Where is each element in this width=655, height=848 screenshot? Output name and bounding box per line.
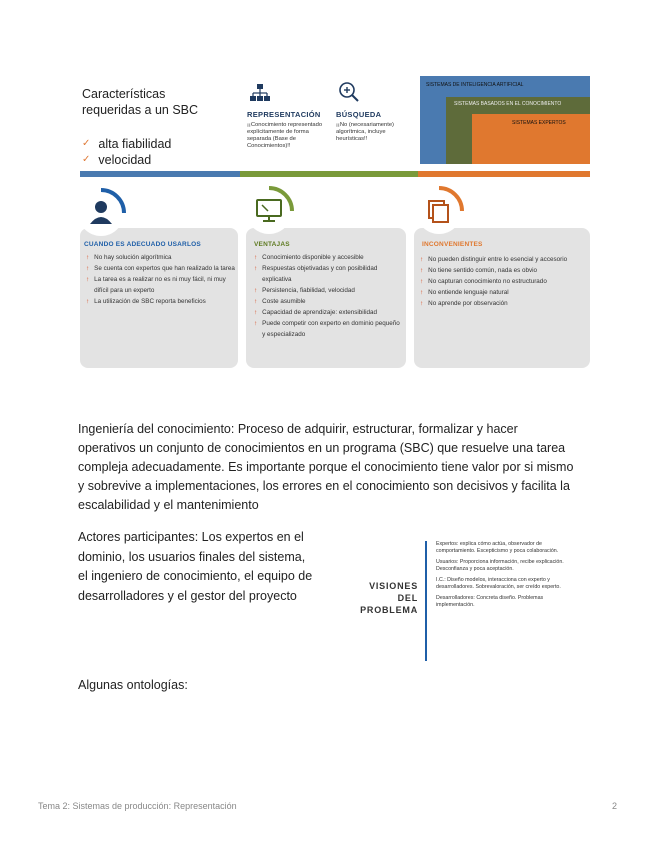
item-text: Puede competir con experto en dominio pequeño y especializado bbox=[262, 320, 400, 338]
item-text: No hay solución algorítmica bbox=[94, 254, 172, 261]
arrow-up-icon: ↑ bbox=[86, 265, 90, 272]
visiones-item: Desarrolladores: Concreta diseño. Problemas implementación. bbox=[436, 595, 544, 608]
arrow-up-icon: ↑ bbox=[420, 289, 424, 296]
band-orange bbox=[418, 171, 590, 177]
arrow-up-icon: ↑ bbox=[86, 276, 90, 283]
representacion-title: REPRESENTACIÓN bbox=[247, 110, 321, 119]
visiones-item: I.C.: Diseño modelos, interacciona con experto y desarrolladores. Sobrevaloración, ser creído experto. bbox=[436, 577, 561, 590]
visiones-item: Usuarios: Proporciona información, recibe explicación. Desconfianza y poca aceptación. bbox=[436, 559, 564, 572]
representacion-text: ¡¡Conocimiento representado explícitamente de forma separada (Base de Conocimientos)!! bbox=[247, 122, 323, 149]
monitor-icon bbox=[244, 186, 294, 236]
visiones-item: Expertos: explica cómo actúa, observador de comportamiento. Escepticismo y poca colaboración. bbox=[436, 541, 559, 554]
item-text: No tiene sentido común, nada es obvio bbox=[428, 267, 538, 274]
hierarchy-icon bbox=[250, 83, 270, 103]
nested-outer-label: SISTEMAS DE INTELIGENCIA ARTIFICIAL bbox=[426, 82, 524, 88]
list-item bbox=[254, 307, 404, 318]
actors-paragraph: Actores participantes: Los expertos en el dominio, los usuarios finales del sistema, el ingeniero de conocimiento, el equipo de desarrolladores y el gestor del proyecto bbox=[78, 530, 313, 603]
item-text: Capacidad de aprendizaje: extensibilidad bbox=[262, 309, 377, 316]
item-text: La utilización de SBC reporta beneficios bbox=[94, 298, 206, 305]
arrow-up-icon: ↑ bbox=[420, 256, 424, 263]
list-item bbox=[420, 298, 586, 309]
characteristics-list bbox=[82, 136, 171, 168]
panel-ventajas-list bbox=[254, 252, 404, 340]
characteristics-title bbox=[82, 86, 198, 118]
arrow-up-icon: ↑ bbox=[420, 267, 424, 274]
check-item bbox=[82, 136, 171, 152]
panel-ventajas-head: VENTAJAS bbox=[254, 241, 290, 248]
arrow-up-icon: ↑ bbox=[254, 287, 258, 294]
visiones-divider bbox=[425, 541, 427, 661]
item-text: Respuestas objetivadas y con posibilidad explicativa bbox=[262, 265, 378, 283]
visiones-title-line-2: PROBLEMA bbox=[360, 605, 418, 615]
item-text: La tarea es a realizar no es ni muy fácil, ni muy difícil para un experto bbox=[94, 276, 226, 294]
arrow-up-icon: ↑ bbox=[420, 278, 424, 285]
list-item bbox=[86, 274, 236, 296]
arrow-up-icon: ↑ bbox=[254, 298, 258, 305]
arrow-up-icon: ↑ bbox=[254, 265, 258, 272]
check-label: alta fiabilidad bbox=[98, 137, 172, 151]
check-item bbox=[82, 152, 171, 168]
footer-title: Tema 2: Sistemas de producción: Representación bbox=[38, 801, 237, 811]
nested-inner-label: SISTEMAS EXPERTOS bbox=[512, 120, 566, 126]
panel-inconvenientes-head: INCONVENIENTES bbox=[422, 241, 483, 248]
item-text: No aprende por observación bbox=[428, 300, 508, 307]
check-icon: ✓ bbox=[82, 154, 91, 165]
arrow-up-icon: ↑ bbox=[254, 254, 258, 261]
item-text: Coste asumible bbox=[262, 298, 306, 305]
item-text: No entiende lenguaje natural bbox=[428, 289, 509, 296]
item-text: Persistencia, fiabilidad, velocidad bbox=[262, 287, 355, 294]
visiones-title bbox=[348, 580, 418, 616]
list-item bbox=[420, 276, 586, 287]
list-item bbox=[254, 318, 404, 340]
arrow-up-icon: ↑ bbox=[86, 254, 90, 261]
ontologias-heading: Algunas ontologías: bbox=[78, 678, 188, 692]
item-text: Se cuenta con expertos que han realizado la tarea bbox=[94, 265, 235, 272]
copy-icon bbox=[414, 186, 464, 236]
nested-inner-box bbox=[472, 114, 590, 164]
band-green bbox=[240, 171, 418, 177]
check-icon: ✓ bbox=[82, 138, 91, 149]
arrow-up-icon: ↑ bbox=[254, 320, 258, 327]
item-text: Conocimiento disponible y accesible bbox=[262, 254, 364, 261]
list-item bbox=[420, 254, 586, 265]
visiones-list bbox=[436, 541, 566, 613]
band-blue bbox=[80, 171, 240, 177]
panel-inconvenientes-list bbox=[420, 254, 586, 309]
list-item bbox=[254, 263, 404, 285]
arrow-up-icon: ↑ bbox=[86, 298, 90, 305]
nested-middle-label: SISTEMAS BASADOS EN EL CONOCIMIENTO bbox=[454, 101, 562, 107]
arrow-up-icon: ↑ bbox=[420, 300, 424, 307]
panel-cuando-head: CUANDO ES ADECUADO USARLOS bbox=[84, 241, 201, 248]
item-text: No pueden distinguir entre lo esencial y accesorio bbox=[428, 256, 568, 263]
list-item bbox=[86, 263, 236, 274]
search-plus-icon bbox=[338, 81, 360, 103]
item-text: No capturan conocimiento no estructurado bbox=[428, 278, 547, 285]
busqueda-text: ¡¡No (necesariamente) algorítmica, incluye heurísticas!! bbox=[336, 122, 394, 142]
title-line-2: requeridas a un SBC bbox=[82, 103, 199, 117]
busqueda-block bbox=[336, 110, 408, 143]
panel-cuando-list bbox=[86, 252, 236, 307]
list-item bbox=[420, 265, 586, 276]
page-number: 2 bbox=[612, 801, 618, 811]
user-icon bbox=[76, 188, 126, 238]
visiones-title-line-1: VISIONES DEL bbox=[369, 581, 418, 603]
arrow-up-icon: ↑ bbox=[254, 309, 258, 316]
list-item bbox=[86, 252, 236, 263]
list-item bbox=[86, 296, 236, 307]
knowledge-engineering-paragraph: Ingeniería del conocimiento: Proceso de adquirir, estructurar, formalizar y hacer operativos un conjunto de conocimientos en un programa (SBC) que resuelve una tarea compleja adecuadamente. Es importante porque el conocimiento tiene valor por si mismo y sobrevive a implementaciones, los errores en el conocimiento son decisivos y facilita la escalabilidad y el mantenimiento bbox=[78, 422, 574, 512]
title-line-1: Características bbox=[82, 87, 166, 101]
list-item bbox=[420, 287, 586, 298]
representacion-block bbox=[247, 110, 327, 150]
list-item bbox=[254, 285, 404, 296]
list-item bbox=[254, 296, 404, 307]
busqueda-title: BÚSQUEDA bbox=[336, 110, 382, 119]
list-item bbox=[254, 252, 404, 263]
check-label: velocidad bbox=[98, 153, 152, 167]
